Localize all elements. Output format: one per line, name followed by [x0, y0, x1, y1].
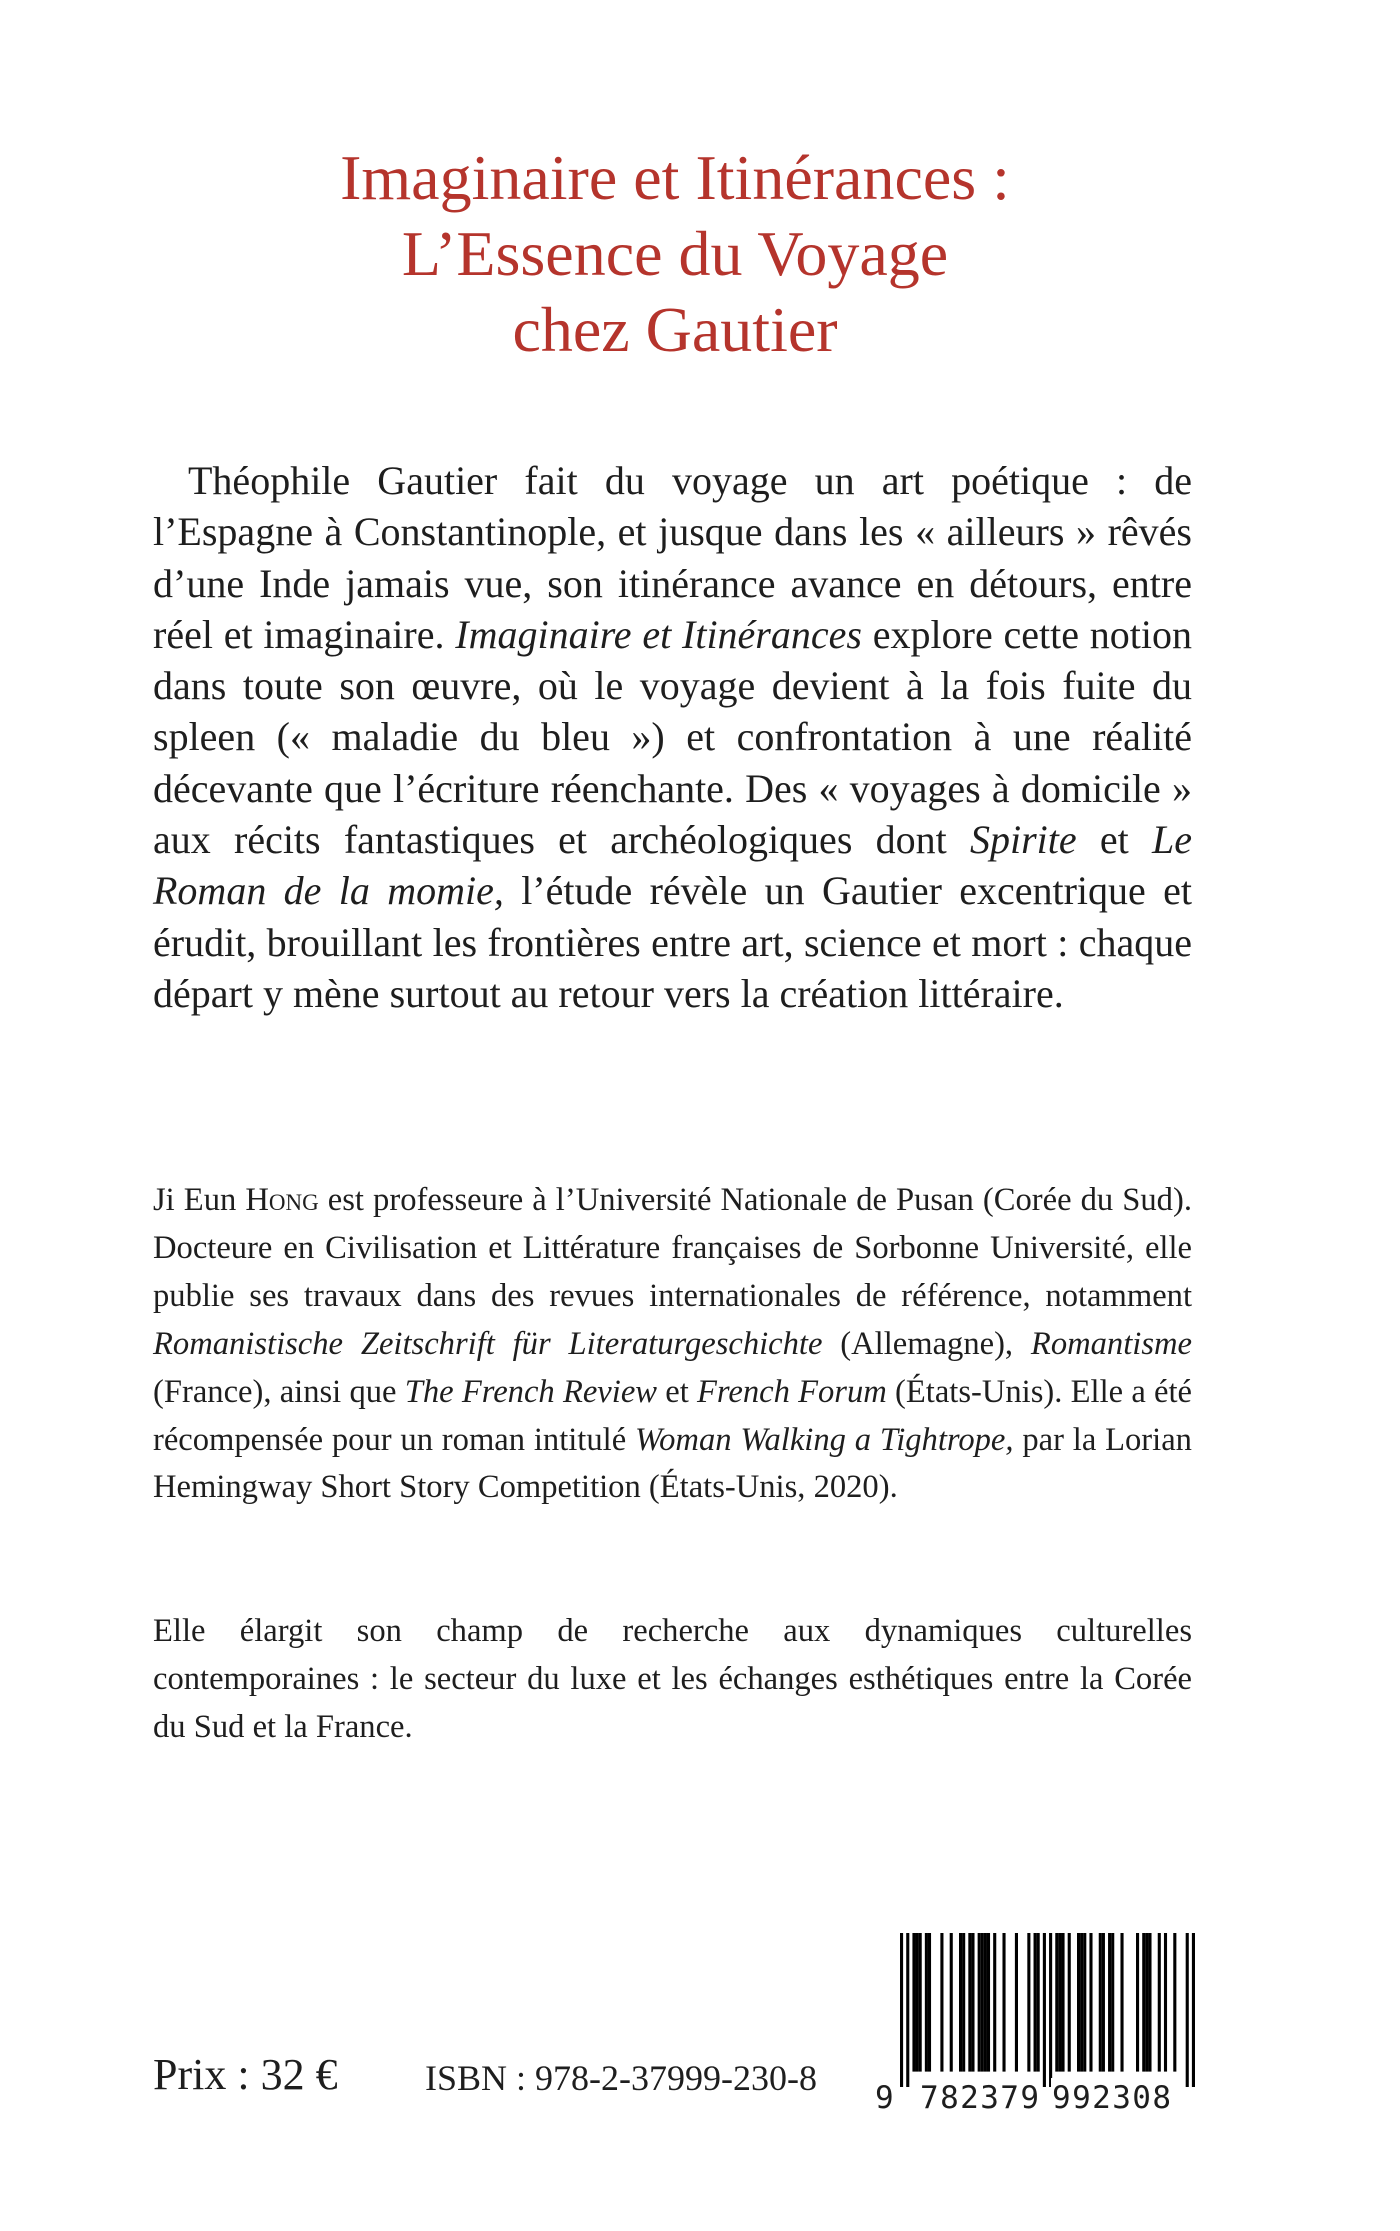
book-title	[150, 140, 1200, 368]
barcode-bar	[1164, 1933, 1167, 2072]
barcode-bar	[1034, 1933, 1037, 2072]
barcode-bar	[962, 1933, 965, 2072]
barcode-bar	[1192, 1933, 1195, 2087]
barcode-bar	[1099, 1933, 1102, 2072]
barcode-bar	[1108, 1933, 1111, 2072]
bio-text-3: (France), ainsi que	[153, 1373, 397, 1410]
summary-text-2: explore cette notion dans toute son œuvre, où le voyage devient à la fois fuite du spleen (« maladie du bleu ») et confrontation à une réalité décevante que l’écriture réenchante. Des « voyages à domicile » aux récits fantastiques et archéologiques dont	[153, 611, 1193, 863]
barcode-bars	[900, 1933, 1195, 2087]
barcode-right-group: 992308	[1052, 2080, 1173, 2116]
barcode-bar	[1111, 1933, 1114, 2072]
barcode-bar	[1077, 1933, 1080, 2072]
barcode-bar	[1049, 1933, 1052, 2087]
barcode-bar	[968, 1933, 971, 2072]
summary-book-title: Imaginaire et Itinérances	[455, 611, 862, 657]
barcode-bar	[1186, 1933, 1189, 2087]
barcode-bar	[959, 1933, 962, 2072]
barcode-bar	[1061, 1933, 1064, 2072]
barcode-bar	[950, 1933, 953, 2072]
barcode-bar	[978, 1933, 981, 2072]
bio-text-5: (États-Unis). Elle a été récompensée pour un roman intitulé	[153, 1373, 1192, 1458]
barcode-bar	[1058, 1933, 1061, 2072]
summary-text-4: l’étude révèle un Gautier excentrique et érudit, brouillant les frontières entre art, science et mort : chaque départ y mène surtout au retour vers la création littéraire.	[153, 868, 1193, 1016]
isbn-barcode	[875, 1933, 1195, 2116]
summary-text-3: et	[1099, 817, 1129, 863]
author-bio	[153, 1177, 1192, 1512]
barcode-bar	[1145, 1933, 1148, 2072]
bio-text-1: est professeure à l’Université Nationale de Pusan (Corée du Sud). Docteure en Civilisation et Littérature françaises de Sorbonne Université, elle publie ses travaux dans des revues internationales de référence, notamment	[153, 1182, 1192, 1314]
barcode-bar	[1037, 1933, 1040, 2072]
barcode-bar	[987, 1933, 990, 2072]
barcode-left-group: 782379	[920, 2080, 1041, 2116]
barcode-bar	[1080, 1933, 1083, 2072]
barcode-bar	[1068, 1933, 1071, 2072]
barcode-bar	[919, 1933, 922, 2072]
barcode-bar	[925, 1933, 928, 2072]
barcode-bar	[906, 1933, 909, 2087]
title-line-3: chez Gautier	[512, 294, 838, 365]
isbn-label: ISBN : 978-2-37999-230-8	[425, 2058, 817, 2098]
barcode-bar	[981, 1933, 984, 2072]
barcode-bar	[1043, 1933, 1046, 2087]
barcode-bar	[1148, 1933, 1151, 2072]
barcode-bar	[928, 1933, 931, 2072]
barcode-lead-digit: 9	[875, 2080, 896, 2116]
title-line-1: Imaginaire et Itinérances :	[340, 142, 1010, 213]
barcode-bar	[1027, 1933, 1030, 2072]
bio-journal-3: The French Review	[404, 1373, 658, 1410]
summary-work-spirite: Spirite	[969, 817, 1077, 863]
barcode-bar	[1173, 1933, 1176, 2072]
bio-journal-1: Romanistische Zeitschrift für Literaturgeschichte	[153, 1325, 823, 1362]
bio-journal-4: French Forum	[697, 1373, 887, 1410]
author-first-name: Ji Eun	[153, 1182, 237, 1218]
barcode-bar	[1158, 1933, 1161, 2072]
book-summary	[153, 455, 1192, 1019]
bio-text-2: (Allemagne),	[840, 1325, 1014, 1362]
barcode-digits	[875, 2078, 1195, 2118]
barcode-bar	[1120, 1933, 1123, 2072]
summary-text-1: Théophile Gautier fait du voyage un art poétique : de l’Espagne à Constantinople, et jusque dans les « ailleurs » rêvés d’une Inde jamais vue, son itinérance avance en détours, entre réel et imaginaire.	[153, 458, 1192, 657]
barcode-bar	[916, 1933, 919, 2072]
barcode-bar	[1136, 1933, 1139, 2072]
barcode-bar	[940, 1933, 943, 2072]
barcode-bar	[1055, 1933, 1058, 2072]
title-line-2: L’Essence du Voyage	[401, 218, 949, 289]
bio-novel-title: Woman Walking a Tightrope,	[634, 1421, 1014, 1458]
barcode-bar	[1142, 1933, 1145, 2072]
author-bio-research: Elle élargit son champ de recherche aux dynamiques culturelles contemporaines : le secteur du luxe et les échanges esthétiques entre la Corée du Sud et la France.	[153, 1613, 1192, 1745]
barcode-bar	[1002, 1933, 1005, 2072]
barcode-bar	[900, 1933, 903, 2087]
barcode-bar	[1015, 1933, 1018, 2072]
bio-journal-2: Romantisme	[1030, 1325, 1192, 1362]
barcode-bar	[912, 1933, 915, 2072]
barcode-bar	[1102, 1933, 1105, 2072]
summary-work-momie: Le Roman de la momie,	[153, 817, 1193, 914]
barcode-bar	[971, 1933, 974, 2072]
barcode-bar	[1089, 1933, 1092, 2072]
barcode-bar	[993, 1933, 996, 2072]
price-label: Prix : 32 €	[153, 2050, 338, 2099]
barcode-bar	[984, 1933, 987, 2072]
bio-text-6: par la Lorian Hemingway Short Story Competition (États-Unis, 2020).	[153, 1421, 1192, 1506]
bio-text-4: et	[665, 1373, 689, 1410]
barcode-bar	[1083, 1933, 1086, 2072]
author-last-name: Hong	[245, 1182, 319, 1218]
